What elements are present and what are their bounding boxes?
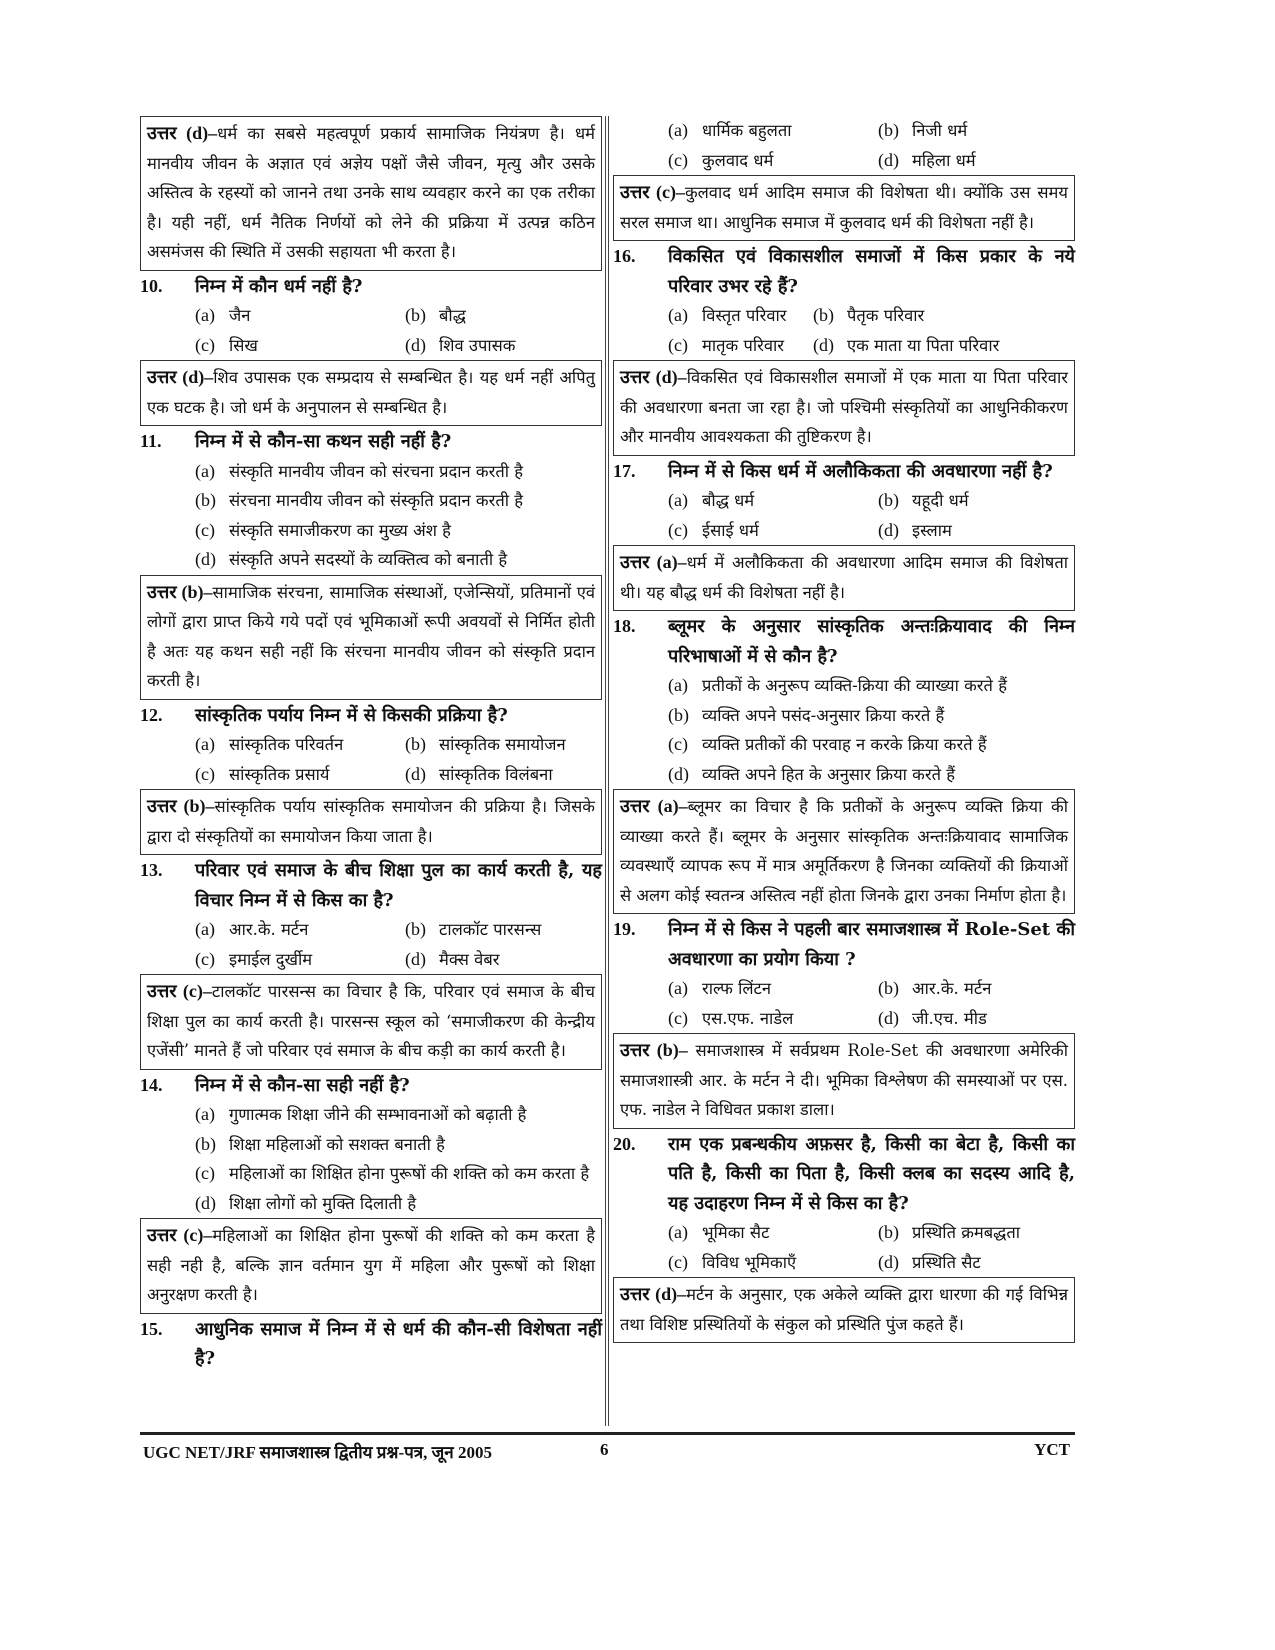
option-key: (c) bbox=[668, 1007, 688, 1028]
option-a bbox=[668, 486, 878, 516]
option-key: (c) bbox=[668, 149, 688, 170]
option-text: प्रस्थिति सैट bbox=[912, 1252, 981, 1272]
option-text: बौद्ध धर्म bbox=[702, 491, 755, 510]
answer-text: महिलाओं का शिक्षित होना पुरूषों की शक्ति को कम करता है सही नही है, बल्कि ज्ञान वर्तमान युग में महिला और पुरूषों को शिक्षा अनुरक्षण करती है। bbox=[147, 1226, 595, 1304]
question-number: 12. bbox=[140, 704, 163, 725]
answer-label: उत्तर (d)– bbox=[620, 367, 687, 387]
answer-text: सांस्कृतिक पर्याय सांस्कृतिक समायोजन की प्रक्रिया है। जिसके द्वारा दो संस्कृतियों का समायोजन किया जाता है। bbox=[147, 797, 595, 846]
option-b bbox=[668, 701, 1075, 731]
option-text: शिव उपासक bbox=[439, 335, 516, 355]
option-text: सांस्कृतिक समायोजन bbox=[439, 735, 566, 754]
option-d bbox=[405, 760, 602, 790]
option-a bbox=[668, 671, 1075, 701]
option-key: (c) bbox=[668, 734, 688, 754]
option-d bbox=[405, 945, 602, 975]
options-q19 bbox=[613, 974, 1075, 1033]
answer-box-q10 bbox=[140, 360, 602, 426]
options-q13 bbox=[140, 915, 602, 974]
answer-box-q18 bbox=[613, 789, 1075, 914]
answer-box-q20 bbox=[613, 1277, 1075, 1343]
answer-label: उत्तर (d)– bbox=[147, 367, 214, 387]
options-q15 bbox=[613, 116, 1075, 175]
option-text: संस्कृति समाजीकरण का मुख्य अंश है bbox=[229, 520, 451, 540]
option-b bbox=[405, 301, 602, 331]
option-text: संस्कृति अपने सदस्यों के व्यक्तित्व को बनाती है bbox=[229, 550, 508, 569]
option-text: प्रस्थिति क्रमबद्धता bbox=[912, 1223, 1021, 1242]
answer-label: उत्तर (c)– bbox=[147, 1225, 213, 1245]
question-16 bbox=[613, 242, 1075, 301]
option-d bbox=[878, 516, 1075, 546]
question-number: 10. bbox=[140, 275, 163, 296]
answer-box-q14 bbox=[140, 1218, 602, 1314]
option-key: (b) bbox=[878, 120, 899, 140]
answer-label: उत्तर (c)– bbox=[147, 981, 212, 1001]
option-key: (a) bbox=[668, 490, 688, 510]
option-c bbox=[668, 331, 813, 361]
answer-box-q12 bbox=[140, 789, 602, 855]
question-text: राम एक प्रबन्धकीय अफ़सर है, किसी का बेटा है, किसी का पति है, किसी का पिता है, किसी क्लब का सदस्य आदि है, यह उदाहरण निम्न में से किस का है? bbox=[668, 1133, 1075, 1214]
option-text: जी.एच. मीड bbox=[912, 1008, 987, 1028]
option-d bbox=[813, 331, 1075, 361]
option-text: एस.एफ. नाडेल bbox=[702, 1008, 794, 1028]
answer-label: उत्तर (a)– bbox=[620, 796, 688, 816]
answer-text: मर्टन के अनुसार, एक अकेले व्यक्ति द्वारा धारणा की गई विभिन्न तथा विशिष्ट प्रस्थितियों के संकुल को प्रस्थिति पुंज कहते हैं। bbox=[620, 1285, 1068, 1334]
question-text: परिवार एवं समाज के बीच शिक्षा पुल का कार्य करती है, यह विचार निम्न में से किस का है? bbox=[195, 860, 602, 911]
option-d bbox=[195, 545, 602, 575]
option-text: सांस्कृतिक परिवर्तन bbox=[229, 735, 344, 754]
option-text: शिक्षा लोगों को मुक्ति दिलाती है bbox=[229, 1193, 417, 1213]
option-c bbox=[668, 146, 878, 176]
option-key: (b) bbox=[405, 919, 426, 939]
right-column bbox=[613, 116, 1075, 1344]
question-text: निम्न में से कौन-सा सही नहीं है? bbox=[195, 1074, 410, 1096]
question-text: विकसित एवं विकासशील समाजों में किस प्रकार के नये परिवार उभर रहे हैं? bbox=[668, 246, 1075, 297]
option-b bbox=[878, 486, 1075, 516]
option-text: सिख bbox=[229, 335, 258, 355]
question-number: 16. bbox=[613, 246, 636, 266]
option-c bbox=[195, 760, 405, 790]
option-d bbox=[878, 146, 1075, 176]
option-d bbox=[878, 1248, 1075, 1278]
option-text: संस्कृति मानवीय जीवन को संरचना प्रदान करती है bbox=[229, 461, 523, 481]
answer-text: टालकॉट पारसन्स का विचार है कि, परिवार एवं समाज के बीच शिक्षा पुल का कार्य करती है। पारसन्स स्कूल को ‘समाजीकरण की केन्द्रीय एजेंसी’ मानते हैं जो परिवार एवं समाज के बीच कड़ी का कार्य करती है। bbox=[147, 982, 595, 1060]
answer-text: विकसित एवं विकासशील समाजों में एक माता या पिता परिवार की अवधारणा बनता जा रहा है। जो पश्चिमी संस्कृतियों का आधुनिकीकरण और मानवीय आवश्यकता की तुष्टिकरण है। bbox=[620, 368, 1069, 446]
answer-text: समाजशास्त्र में सर्वप्रथम Role-Set की अवधारणा अमेरिकी समाजशास्त्री आर. के मर्टन ने दी। भूमिका विश्लेषण की समस्याओं पर एस. एफ. नाडेल ने विधिवत प्रकाश डाला। bbox=[620, 1041, 1068, 1119]
option-c bbox=[668, 1248, 878, 1278]
footer-rule bbox=[140, 1432, 1075, 1435]
question-text: निम्न में से कौन-सा कथन सही नहीं है? bbox=[195, 431, 452, 452]
option-text: महिलाओं का शिक्षित होना पुरूषों की शक्ति को कम करता है bbox=[229, 1164, 590, 1183]
options-q10 bbox=[140, 301, 602, 360]
option-key: (b) bbox=[878, 490, 899, 510]
option-key: (a) bbox=[195, 919, 215, 939]
option-key: (c) bbox=[195, 334, 215, 355]
question-18 bbox=[613, 612, 1075, 671]
column-divider bbox=[605, 116, 609, 1426]
options-q17 bbox=[613, 486, 1075, 545]
option-text: कुलवाद धर्म bbox=[702, 150, 774, 170]
option-key: (b) bbox=[813, 305, 834, 325]
option-key: (b) bbox=[195, 1133, 216, 1154]
option-b bbox=[195, 1130, 602, 1160]
question-text: ब्लूमर के अनुसार सांस्कृतिक अन्तःक्रियावाद की निम्न परिभाषाओं में से कौन है? bbox=[668, 616, 1075, 667]
option-key: (a) bbox=[195, 460, 215, 481]
option-text: एक माता या पिता परिवार bbox=[847, 335, 1000, 355]
option-key: (d) bbox=[878, 1007, 899, 1028]
question-text: आधुनिक समाज में निम्न में से धर्म की कौन-सी विशेषता नहीं है? bbox=[195, 1318, 602, 1369]
question-number: 17. bbox=[613, 460, 636, 481]
option-b bbox=[813, 301, 1075, 331]
option-key: (c) bbox=[195, 948, 215, 969]
option-a bbox=[195, 915, 405, 945]
option-key: (d) bbox=[405, 763, 426, 784]
option-key: (d) bbox=[405, 948, 426, 969]
answer-label: उत्तर (d)– bbox=[620, 1284, 687, 1304]
option-text: यहूदी धर्म bbox=[912, 491, 969, 510]
option-key: (d) bbox=[878, 149, 899, 170]
option-text: ईसाई धर्म bbox=[702, 520, 759, 540]
option-b bbox=[878, 1218, 1075, 1248]
option-text: सांस्कृतिक विलंबना bbox=[439, 764, 553, 784]
answer-box-q19 bbox=[613, 1033, 1075, 1129]
option-key: (a) bbox=[668, 1222, 688, 1242]
answer-label: उत्तर (b)– bbox=[620, 1040, 688, 1060]
option-b bbox=[405, 730, 602, 760]
question-15 bbox=[140, 1315, 602, 1374]
question-14 bbox=[140, 1071, 602, 1101]
question-number: 20. bbox=[613, 1133, 636, 1154]
option-key: (d) bbox=[405, 334, 426, 355]
question-number: 19. bbox=[613, 919, 636, 939]
options-q16 bbox=[613, 301, 1075, 360]
option-text: मातृक परिवार bbox=[702, 335, 785, 355]
answer-box-q17 bbox=[613, 545, 1075, 611]
option-key: (a) bbox=[668, 120, 688, 140]
option-key: (b) bbox=[668, 704, 689, 725]
option-key: (c) bbox=[668, 1251, 688, 1272]
options-q11 bbox=[140, 457, 602, 575]
answer-label: उत्तर (d)– bbox=[147, 123, 218, 143]
option-a bbox=[668, 116, 878, 146]
left-column bbox=[140, 116, 602, 1374]
option-key: (b) bbox=[405, 305, 426, 325]
options-q12 bbox=[140, 730, 602, 789]
option-key: (a) bbox=[668, 978, 688, 998]
option-key: (c) bbox=[195, 1163, 215, 1183]
option-text: व्यक्ति प्रतीकों की परवाह न करके क्रिया करते हैं bbox=[702, 735, 987, 754]
option-b bbox=[878, 116, 1075, 146]
option-key: (b) bbox=[405, 734, 426, 754]
question-10 bbox=[140, 272, 602, 302]
question-13 bbox=[140, 856, 602, 915]
option-a bbox=[668, 1218, 878, 1248]
option-c bbox=[195, 1159, 602, 1189]
answer-label: उत्तर (c)– bbox=[620, 182, 685, 202]
answer-box-q15 bbox=[613, 175, 1075, 241]
option-text: इस्लाम bbox=[912, 520, 952, 540]
option-c bbox=[668, 730, 1075, 760]
answer-text: धर्म में अलौकिकता की अवधारणा आदिम समाज की विशेषता थी। यह बौद्ध धर्म की विशेषता नहीं है। bbox=[620, 553, 1069, 602]
answer-text: सामाजिक संरचना, सामाजिक संस्थाओं, एजेन्सियों, प्रतिमानों एवं लोगों द्वारा प्राप्त किये गये पदों एवं भूमिकाओं रूपी अवयवों से निर्मित होती है अतः यह कथन सही नहीं कि संरचना मानवीय जीवन को संस्कृति प्रदान करती है। bbox=[147, 582, 595, 690]
option-d bbox=[878, 1004, 1075, 1034]
option-text: व्यक्ति अपने हित के अनुसार क्रिया करते हैं bbox=[702, 764, 956, 784]
option-text: विस्तृत परिवार bbox=[702, 306, 787, 325]
option-c bbox=[195, 331, 405, 361]
question-text: निम्न में कौन धर्म नहीं है? bbox=[195, 275, 363, 297]
option-key: (a) bbox=[668, 305, 688, 325]
question-19 bbox=[613, 915, 1075, 974]
question-number: 11. bbox=[140, 431, 162, 451]
option-a bbox=[668, 301, 813, 331]
question-11 bbox=[140, 427, 602, 457]
option-text: पैतृक परिवार bbox=[847, 306, 925, 325]
option-c bbox=[668, 1004, 878, 1034]
option-text: बौद्ध bbox=[439, 306, 466, 325]
option-text: इमाईल दुर्खीम bbox=[229, 949, 313, 969]
option-key: (b) bbox=[195, 490, 216, 510]
option-text: महिला धर्म bbox=[912, 150, 976, 170]
option-key: (a) bbox=[195, 1104, 215, 1124]
option-a bbox=[195, 301, 405, 331]
option-c bbox=[668, 516, 878, 546]
option-d bbox=[195, 1189, 602, 1219]
option-text: सांस्कृतिक प्रसार्य bbox=[229, 764, 330, 784]
option-d bbox=[668, 760, 1075, 790]
option-a bbox=[195, 1100, 602, 1130]
question-text: निम्न में से किस ने पहली बार समाजशास्त्र में Role-Set की अवधारणा का प्रयोग किया ? bbox=[668, 919, 1075, 970]
option-key: (d) bbox=[668, 763, 689, 784]
answer-text: शिव उपासक एक सम्प्रदाय से सम्बन्धित है। यह धर्म नहीं अपितु एक घटक है। जो धर्म के अनुपालन से सम्बन्धित है। bbox=[147, 368, 595, 417]
option-key: (d) bbox=[195, 549, 216, 569]
answer-label: उत्तर (a)– bbox=[620, 552, 687, 572]
option-text: धार्मिक बहुलता bbox=[702, 121, 792, 140]
option-b bbox=[195, 486, 602, 516]
options-q14 bbox=[140, 1100, 602, 1218]
page-number: 6 bbox=[600, 1440, 609, 1459]
options-q20 bbox=[613, 1218, 1075, 1277]
answer-box-q13 bbox=[140, 974, 602, 1070]
question-text: सांस्कृतिक पर्याय निम्न में से किसकी प्रक्रिया है? bbox=[195, 704, 508, 726]
question-20 bbox=[613, 1130, 1075, 1219]
option-key: (c) bbox=[668, 519, 688, 540]
options-q18 bbox=[613, 671, 1075, 789]
option-text: जैन bbox=[229, 306, 251, 325]
option-text: राल्फ लिंटन bbox=[702, 979, 772, 998]
option-a bbox=[668, 974, 878, 1004]
option-c bbox=[195, 945, 405, 975]
option-key: (c) bbox=[668, 334, 688, 355]
option-a bbox=[195, 730, 405, 760]
option-b bbox=[405, 915, 602, 945]
question-number: 18. bbox=[613, 616, 636, 636]
option-c bbox=[195, 516, 602, 546]
option-key: (c) bbox=[195, 763, 215, 784]
exam-page bbox=[140, 116, 1075, 1426]
footer-exam-title: UGC NET/JRF समाजशास्त्र द्वितीय प्रश्न-पत्र, जून 2005 bbox=[143, 1443, 492, 1462]
option-key: (d) bbox=[813, 334, 834, 355]
option-text: आर.के. मर्टन bbox=[229, 920, 309, 939]
option-text: संरचना मानवीय जीवन को संस्कृति प्रदान करती है bbox=[229, 491, 523, 510]
option-d bbox=[405, 331, 602, 361]
option-key: (d) bbox=[878, 519, 899, 540]
footer-publisher: YCT bbox=[1034, 1440, 1070, 1459]
option-key: (b) bbox=[878, 978, 899, 998]
answer-text: कुलवाद धर्म आदिम समाज की विशेषता थी। क्योंकि उस समय सरल समाज था। आधुनिक समाज में कुलवाद धर्म की विशेषता नहीं है। bbox=[620, 183, 1068, 232]
question-text: निम्न में से किस धर्म में अलौकिकता की अवधारणा नहीं है? bbox=[668, 460, 1053, 482]
option-key: (b) bbox=[878, 1222, 899, 1242]
page-footer bbox=[140, 1440, 1075, 1464]
option-text: व्यक्ति अपने पसंद-अनुसार क्रिया करते हैं bbox=[702, 705, 945, 725]
option-key: (d) bbox=[195, 1192, 216, 1213]
option-key: (a) bbox=[668, 675, 688, 695]
answer-label: उत्तर (b)– bbox=[147, 796, 215, 816]
option-b bbox=[878, 974, 1075, 1004]
answer-text: ब्लूमर का विचार है कि प्रतीकों के अनुरूप व्यक्ति क्रिया की व्याख्या करते हैं। ब्लूमर के अनुसार सांस्कृतिक अन्तःक्रियावाद सामाजिक व्यवस्थाएँ व्यापक रूप में मात्र अमूर्तिकरण है जिनका व्यक्तियों की क्रियाओं से अलग कोई स्वतन्त्र अस्तित्व नहीं होता जिनके द्वारा उनका निर्माण होता है। bbox=[620, 797, 1068, 905]
question-17 bbox=[613, 457, 1075, 487]
option-text: शिक्षा महिलाओं को सशक्त बनाती है bbox=[229, 1134, 445, 1154]
option-key: (a) bbox=[195, 305, 215, 325]
answer-text: धर्म का सबसे महत्वपूर्ण प्रकार्य सामाजिक नियंत्रण है। धर्म मानवीय जीवन के अज्ञात एवं अज्ञेय पक्षों जैसे जीवन, मृत्यु और उसके अस्तित्व के रहस्यों को जानने तथा उनके साथ व्यवहार करने का एक तरीका है। यही नहीं, धर्म नैतिक निर्णयों को लेने की प्रक्रिया में उत्पन्न कठिन असमंजस की स्थिति में उसकी सहायता भी करता है। bbox=[147, 124, 595, 261]
option-text: विविध भूमिकाएँ bbox=[702, 1252, 797, 1272]
question-number: 14. bbox=[140, 1074, 163, 1095]
question-12 bbox=[140, 701, 602, 731]
answer-label: उत्तर (b)– bbox=[147, 581, 213, 602]
option-text: मैक्स वेबर bbox=[439, 949, 500, 969]
option-a bbox=[195, 457, 602, 487]
answer-box-q16 bbox=[613, 360, 1075, 456]
option-text: गुणात्मक शिक्षा जीने की सम्भावनाओं को बढ़ाती है bbox=[229, 1105, 527, 1124]
option-text: प्रतीकों के अनुरूप व्यक्ति-क्रिया की व्याख्या करते हैं bbox=[702, 676, 1007, 695]
option-key: (a) bbox=[195, 734, 215, 754]
question-number: 15. bbox=[140, 1318, 163, 1339]
option-text: निजी धर्म bbox=[912, 121, 968, 140]
option-text: आर.के. मर्टन bbox=[912, 979, 992, 998]
question-number: 13. bbox=[140, 860, 163, 880]
option-key: (c) bbox=[195, 519, 215, 540]
option-text: भूमिका सैट bbox=[702, 1223, 770, 1242]
option-key: (d) bbox=[878, 1251, 899, 1272]
option-text: टालकॉट पारसन्स bbox=[439, 920, 542, 939]
answer-box-q9 bbox=[140, 116, 602, 271]
answer-box-q11 bbox=[140, 575, 602, 700]
